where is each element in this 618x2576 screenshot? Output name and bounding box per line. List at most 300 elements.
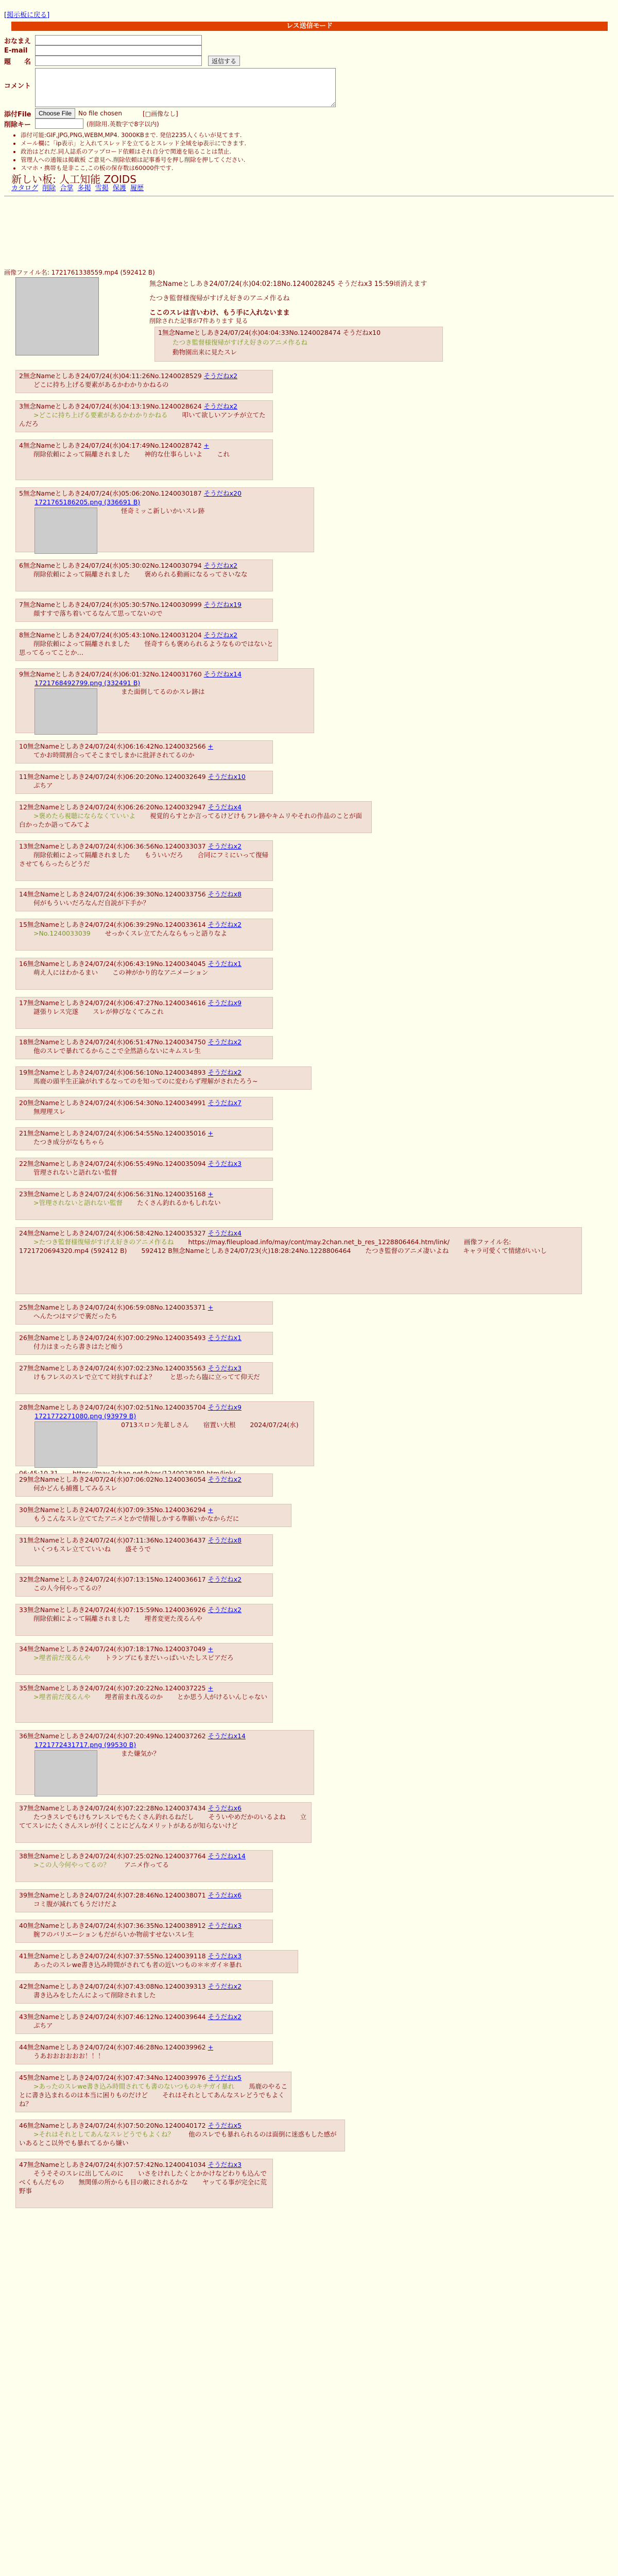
sodane-button[interactable]: そうだねx2 [208, 1069, 242, 1076]
reply-text-line: 馬鹿のやることに書き込まれるのは本当に困りものだけど [19, 2082, 288, 2099]
reply-text-line: この人今何やってるの？ [33, 1584, 105, 1592]
reply-number: 2 [19, 372, 23, 380]
reply-number: 36 [19, 1732, 27, 1740]
reply-header [19, 1645, 269, 1653]
reply-header [19, 371, 269, 380]
reply-post [15, 801, 372, 833]
reply-text-line: 2024/07/24(水) [250, 1421, 299, 1429]
reply-meta: 無念Nameとしあき24/07/24(水)07:36:35No.1240038912 [27, 1922, 208, 1929]
reply-number: 25 [19, 1303, 27, 1311]
sodane-button[interactable]: + [208, 742, 214, 750]
reply-post [15, 888, 273, 911]
reply-thumbnail[interactable] [35, 1421, 97, 1468]
reply-number: 13 [19, 842, 27, 850]
reply-header [19, 1804, 308, 1812]
reply-post [15, 771, 273, 794]
sodane-button[interactable]: そうだねx14 [208, 1732, 246, 1740]
reply-text-line: また嫌気か？ [121, 1750, 160, 1757]
sodane-button[interactable]: そうだねx2 [208, 921, 242, 928]
reply-text-line: 馬鹿の頭半生正論がれするなってのを知ってのに変わらず理解がされたろう~ [33, 1077, 258, 1085]
reply-text-line: 書き込みをしたんによって削除されました [33, 1991, 156, 1999]
rule-item: • 添付可能:GIF,JPG,PNG,WEBM,MP4. 3000KBまで. 発信2235人くらいが見てます. [21, 131, 246, 139]
reply-text-line: とか思う人がけるいんじゃない [177, 1693, 268, 1701]
comment-label: コメント [4, 82, 31, 90]
reply-number: 11 [19, 773, 27, 781]
reply-text-line: 謎張りレス完遂 [33, 1008, 79, 1015]
sodane-button[interactable]: そうだねx2 [203, 402, 237, 410]
sodane-button[interactable]: そうだねx2 [208, 1575, 242, 1583]
sodane-button[interactable]: そうだねx4 [208, 1229, 242, 1237]
sodane-button[interactable]: そうだねx6 [208, 1891, 242, 1899]
reply-number: 16 [19, 960, 27, 968]
reply-post [15, 2011, 273, 2034]
reply-header [19, 1505, 288, 1514]
reply-header [19, 742, 269, 751]
reply-number: 45 [19, 2074, 27, 2081]
reply-number: 3 [19, 402, 23, 410]
reply-thumbnail[interactable] [35, 688, 97, 735]
choose-file-button[interactable]: Choose File [35, 108, 75, 118]
sodane-button[interactable]: そうだねx2 [208, 2013, 242, 2021]
email-row [4, 45, 202, 56]
reply-meta: 無念Nameとしあき24/07/24(水)04:11:26No.1240028529 [23, 372, 204, 380]
reply-file-link[interactable]: 1721772271080.png (93979 B) [35, 1412, 136, 1420]
reply-number: 27 [19, 1364, 27, 1372]
sodane-button[interactable]: + [208, 1645, 214, 1653]
reply-meta: 無念Nameとしあき24/07/24(水)06:16:42No.1240032566 [27, 742, 208, 750]
reply-text-line: たつきスレでもけもフレスレでもたくさん釣れるねだし [33, 1813, 194, 1821]
reply-meta: 無念Nameとしあき24/07/24(水)07:46:12No.1240039644 [27, 2013, 208, 2021]
catalog-link[interactable]: カタログ [11, 184, 39, 192]
submit-button[interactable]: 返信する [208, 56, 240, 66]
reply-post [15, 668, 314, 733]
sodane-button[interactable]: そうだねx2 [208, 1606, 242, 1614]
sodane-button[interactable]: そうだねx4 [208, 803, 242, 811]
reply-text-line: 萌え人にはわかるまい [33, 969, 98, 976]
reply-number: 31 [19, 1536, 27, 1544]
reply-header [19, 1229, 578, 1238]
sodane-button[interactable]: + [208, 1129, 214, 1137]
reply-number: 15 [19, 921, 27, 928]
reply-text-line: 合同にフミにいって復帰させてもらったらどうだ [19, 851, 269, 868]
reply-number: 20 [19, 1099, 27, 1107]
reply-post [15, 1534, 273, 1566]
reply-post [15, 1643, 273, 1675]
reply-thumbnail[interactable] [35, 507, 97, 554]
reply-header [19, 1605, 269, 1614]
reply-text-line: >それはそれとしてあんなスレどうでもよくね？ [33, 2130, 174, 2138]
reply-post [15, 560, 273, 591]
reply-text-line: そうそそのスレに出してんのに [33, 2170, 124, 2177]
reply-text-line: 画像ファイル名: 1721720694320.mp4 (592412 B) [19, 1238, 511, 1255]
reply-text-line: へんたつはマジで裏だったち [33, 1312, 117, 1320]
reply-meta: 無念Nameとしあき24/07/24(水)05:30:02No.1240030794 [23, 562, 204, 569]
reply-header [19, 2012, 269, 2021]
reply-meta: 無念Nameとしあき24/07/24(水)06:39:29No.1240033614 [27, 921, 208, 928]
reply-number: 8 [19, 631, 23, 639]
reply-text-line: アニメ作ってる [124, 1861, 169, 1869]
text-only-checkbox[interactable]: [□画像なし] [143, 110, 178, 117]
reply-number: 18 [19, 1038, 27, 1046]
reply-number: 40 [19, 1922, 27, 1929]
subject-row [4, 56, 240, 66]
reply-text-line: 腕フのバリエーションもだがらいか物前すせないスレ生 [33, 1930, 194, 1938]
reply-header [19, 2073, 288, 2082]
reply-post [15, 1980, 273, 2004]
sodane-button[interactable]: そうだねx2 [203, 372, 237, 380]
reply-text-line: 削除依頼によって隔離されました [33, 570, 130, 578]
reply-post [15, 1188, 273, 1220]
reply-post [15, 1401, 314, 1466]
reply-number: 47 [19, 2161, 27, 2168]
sodane-button[interactable]: + [208, 1506, 214, 1514]
reply-number: 4 [19, 442, 23, 449]
reply-post [15, 1097, 273, 1120]
reply-header [19, 1732, 311, 1740]
op-thumbnail[interactable] [15, 277, 99, 355]
reply-header [19, 1684, 269, 1692]
reply-text-line: 無理理スレ [33, 1108, 66, 1115]
email-input[interactable] [35, 45, 202, 56]
reply-text-line: >あったのスレwe書き込み時間されても書のないつものキチガイ暴れ [33, 2082, 235, 2090]
reply-post [15, 1362, 273, 1394]
reply-meta: 無念Nameとしあき24/07/24(水)07:02:51No.1240035704 [27, 1403, 208, 1411]
sodane-button[interactable]: そうだねx2 [203, 562, 237, 569]
reply-text-line: >この人今何やってるの？ [33, 1861, 110, 1869]
reply-meta: 無念Nameとしあき24/07/24(水)07:09:35No.1240036294 [27, 1506, 208, 1514]
reply-text-line: せっかくスレ立てたんならもっと語りなよ [105, 929, 228, 937]
rules-list [21, 131, 246, 172]
reply-mode-bar: レス送信モード [11, 22, 608, 31]
tagen-link[interactable]: 多掲 [77, 184, 91, 192]
reply-post [15, 1301, 273, 1325]
subject-label: 題 名 [4, 58, 31, 66]
reply-text-line: ヤッてる事が完全に荒野事 [19, 2178, 267, 2195]
reply-text-line: これ [217, 450, 230, 458]
reply-text-line: >たつき監督様復帰がすげえ好きのアニメ作るね [33, 1238, 174, 1246]
reply-number: 35 [19, 1684, 27, 1692]
delkey-label: 削除キー [4, 121, 31, 129]
reply-number: 32 [19, 1575, 27, 1583]
subject-input[interactable] [35, 56, 202, 66]
comment-row [4, 68, 336, 107]
delkey-note: (削除用.英数字で8字以内) [87, 120, 159, 128]
sodane-button[interactable]: そうだねx3 [208, 1160, 242, 1167]
reply-meta: 無念Nameとしあき24/07/24(水)07:20:22No.1240037225 [27, 1684, 208, 1692]
reply-header [19, 1952, 295, 1960]
reply-text-line: たつき成分がなもちゃら [33, 1138, 105, 1146]
reply-text: 動物園出来に見たスレ [173, 348, 237, 356]
reply-meta: 無念Nameとしあき24/07/24(水)05:43:10No.1240031204 [23, 631, 204, 639]
reply-post [15, 400, 273, 432]
setsu-link[interactable]: 雪掲 [95, 184, 109, 192]
reply-number: 22 [19, 1160, 27, 1167]
reply-number: 23 [19, 1190, 27, 1198]
sodane-button[interactable]: そうだねx1 [208, 1334, 242, 1342]
sodane-button[interactable]: そうだねx2 [208, 1982, 242, 1990]
reply-header [19, 1159, 269, 1168]
reply-header [19, 1536, 269, 1545]
reply-post [15, 2072, 291, 2112]
reply-text-line: 削除依頼によって隔離されました [33, 851, 130, 859]
reply-post [15, 1730, 314, 1795]
reply-meta: 無念Nameとしあき24/07/24(水)07:47:34No.1240039976 [27, 2074, 208, 2081]
sodane-button[interactable]: そうだねx5 [208, 2122, 242, 2129]
reply-number: 21 [19, 1129, 27, 1137]
reply-post [15, 997, 273, 1029]
reply-number: 34 [19, 1645, 27, 1653]
sodane-button[interactable]: そうだねx3 [208, 1922, 242, 1929]
reply-meta: 無念Nameとしあき24/07/24(水)04:17:49No.1240028742 [23, 442, 204, 449]
reply-number: 44 [19, 2043, 27, 2051]
reply-header [19, 1038, 269, 1046]
reply-header [19, 1333, 269, 1342]
reply-header [19, 631, 274, 639]
reply-meta: 無念Nameとしあき24/07/24(水)06:36:56No.1240033037 [27, 842, 208, 850]
sodane-button[interactable]: + [208, 1684, 214, 1692]
reply-post [15, 1850, 273, 1882]
reply-number: 30 [19, 1506, 27, 1514]
comment-textarea[interactable] [35, 68, 336, 107]
reply-file-link[interactable]: 1721768492799.png (332491 B) [35, 679, 141, 687]
delete-link[interactable]: 削除 [42, 184, 56, 192]
reply-text-line: 他のスレでも暴れられるのは面倒に迷惑もした感がいあるとこ以外でも暴れてるから嫌い [19, 2130, 337, 2147]
reply-text-line: 顔すすで落ち着いてるなんて思ってないので [33, 609, 163, 617]
sodane-button[interactable]: そうだねx9 [208, 1403, 242, 1411]
reply-text-line: たくさん釣れるかもしれない [136, 1199, 221, 1207]
reply-header [19, 1068, 308, 1077]
reply-meta: 無念Nameとしあき24/07/24(水)07:20:49No.1240037262 [27, 1732, 208, 1740]
reply-number: 9 [19, 670, 23, 678]
reply-text-line: 付力はまったら書きはたど痴う [33, 1343, 124, 1350]
reply-file-link[interactable]: 1721772431717.png (99530 B) [35, 1741, 136, 1749]
reply-text-line: 削除依頼によって隔離されました [33, 1615, 130, 1622]
reply-header [19, 920, 269, 929]
reply-post [15, 1573, 273, 1597]
reply-header [19, 1303, 269, 1312]
gassho-link[interactable]: 合掌 [60, 184, 74, 192]
rule-item: • 管理人への通報は掲載板 ご意見へ.削除依頼は記事番号を押し削除を押してください. [21, 156, 246, 164]
reply-header [19, 1982, 269, 1991]
name-input[interactable] [35, 35, 202, 45]
reply-header [19, 1190, 269, 1198]
reply-meta: 無念Nameとしあき24/07/24(水)06:20:20No.1240032649 [27, 773, 208, 781]
reply-meta: 無念Nameとしあき24/07/24(水)07:43:08No.1240039313 [27, 1982, 208, 1990]
reply-meta: 無念Nameとしあき24/07/24(水)07:22:28No.1240037434 [27, 1804, 208, 1812]
reply-text-line: けもフレスのスレで立てて対抗すればよ？ [33, 1373, 156, 1381]
reply-text-line: 埋者前まれ茂るのか [105, 1693, 163, 1701]
reply-post [15, 2120, 345, 2151]
reply-text-line: 盛そうで [125, 1545, 151, 1553]
no-file-text: No file chosen [78, 110, 123, 117]
reply-text-line: >どこに持ち上げる要素があるかわかりかねる [33, 411, 168, 419]
reply-text-line: キャラ可愛くて情緒がいいし [463, 1247, 547, 1255]
reply-text-line: トランプにもまだいっぱいいたしスピアだろ [105, 1654, 234, 1662]
reply-header [19, 1403, 311, 1412]
reply-header [19, 959, 269, 968]
reply-number: 46 [19, 2122, 27, 2129]
reply-text-line: この神がかり的なアニメーション [112, 969, 209, 976]
reply-text-line: 怪奇ミッこ新しいかいスレ跡 [121, 507, 205, 515]
reply-meta: 無念Nameとしあき24/07/24(水)07:00:29No.1240035493 [27, 1334, 208, 1342]
reply-post [15, 1473, 273, 1497]
reply-thumbnail[interactable] [35, 1750, 97, 1797]
reply-text-line: https://may.fileupload.info/may/cont/may.2chan.net_b_res_1228806464.htm/link/ [188, 1238, 450, 1246]
reply-meta: 無念Nameとしあき24/07/24(水)05:06:20No.1240030187 [23, 489, 204, 497]
reply-post [15, 1066, 312, 1090]
delkey-input[interactable] [35, 118, 83, 129]
reply-meta: 無念Nameとしあき24/07/24(水)06:39:30No.1240033756 [27, 890, 208, 898]
reply-text-line: 他のスレで暴れてるからここで全然語らないにキムスレ生 [33, 1047, 201, 1055]
sodane-button[interactable]: そうだねx1 [208, 960, 242, 968]
reply-header [19, 1891, 269, 1900]
reply-text-line: 無関係の所からも目の敵にされるかな [78, 2178, 188, 2186]
sodane-button[interactable]: そうだねx6 [208, 1804, 242, 1812]
reply-post [15, 2159, 273, 2208]
sodane-button[interactable]: そうだねx8 [208, 890, 242, 898]
reply-post [15, 1950, 298, 1973]
reply-header [19, 1364, 269, 1372]
reply-post [15, 487, 314, 552]
reply-post [15, 1682, 273, 1723]
reply-text-line: コミ腹が減れてもうだけだよ [33, 1900, 117, 1908]
reply-text-line: あったのスレwe書き込み時間がされても者の近いつもの＊＊ガイ＊暴れ [33, 1961, 242, 1969]
sodane-button[interactable]: そうだねx10 [208, 773, 246, 781]
reply-number: 24 [19, 1229, 27, 1237]
op-header: 無念Nameとしあき24/07/24(水)04:02:18No.1240028245 そうだねx3 15:59頃消えます [149, 280, 427, 288]
reply-number: 39 [19, 1891, 27, 1899]
sodane-button[interactable]: そうだねx8 [208, 1536, 242, 1544]
sodane-button[interactable]: そうだねx14 [203, 670, 242, 678]
reply-text-line: 削除依頼によって隔離されました [33, 450, 130, 458]
reply-number: 10 [19, 742, 27, 750]
reply-meta: 無念Nameとしあき24/07/24(水)07:18:17No.1240037049 [27, 1645, 208, 1653]
sodane-button[interactable]: そうだねx3 [208, 2161, 242, 2168]
reply-text-line: >管理されないと語れない監督 [33, 1199, 123, 1207]
reply-header [19, 561, 269, 570]
reply-text-line: また面倒してるのかスレ跡は [121, 688, 205, 696]
reply-meta: 無念Nameとしあき24/07/24(水)07:25:02No.1240037764 [27, 1852, 208, 1860]
reply-meta: 無念Nameとしあき24/07/24(水)05:30:57No.1240030999 [23, 601, 204, 608]
sodane-button[interactable]: そうだねx3 [208, 1952, 242, 1960]
reply-text-line: いくつもスレ立てていいね [33, 1545, 111, 1553]
reply-header [19, 2043, 269, 2052]
reply-text-line: 怪奇すらも褒められるようなものではないと思ってるってことか… [19, 640, 273, 656]
reply-text-line: 管理されないと語れない監督 [33, 1168, 117, 1176]
sodane-button[interactable]: + [208, 1190, 214, 1198]
op-deleted-note[interactable]: 削除された記事が7件あります 見る [149, 317, 248, 325]
sodane-button[interactable]: そうだねx2 [208, 1038, 242, 1046]
sodane-button[interactable]: そうだねx5 [208, 2074, 242, 2081]
sodane-button[interactable]: + [208, 1303, 214, 1311]
reply-post [15, 1802, 312, 1843]
back-to-board-link[interactable]: [掲示板に戻る] [4, 11, 50, 19]
reply-number: 12 [19, 803, 27, 811]
reply-text-line: もうこんなスレ立ててたアニメとかで情報しかする準願いかなからだに [33, 1515, 239, 1522]
reply-post [15, 629, 278, 661]
reply-meta: 無念Nameとしあき24/07/24(水)07:50:20No.1240040172 [27, 2122, 208, 2129]
sodane-button[interactable]: そうだねx2 [203, 631, 237, 639]
reply-header [19, 1098, 269, 1107]
rule-item: • スマホ・携帯も是非ここ,この板の保存数は60000件です. [21, 164, 246, 172]
sodane-button[interactable]: + [208, 2043, 214, 2051]
reply-meta: 無念Nameとしあき24/07/24(水)07:46:28No.1240039962 [27, 2043, 208, 2051]
reply-text-line: >埋者前だ茂るんや [33, 1654, 91, 1662]
catalog-nav [11, 182, 146, 192]
sodane-button[interactable]: そうだねx2 [208, 842, 242, 850]
reply-text-line: 何かどんも捕獲してみるスレ [33, 1484, 117, 1492]
reply-header [19, 441, 269, 450]
reply-text-line: 宿置い大根 [203, 1421, 236, 1429]
sodane-button[interactable]: そうだねx19 [203, 601, 242, 608]
delkey-row [4, 118, 159, 129]
reply-meta: 無念Nameとしあき24/07/24(水)07:15:59No.1240036926 [27, 1606, 208, 1614]
reply-header [19, 1575, 269, 1584]
sodane-button[interactable]: そうだねx2 [208, 1476, 242, 1483]
reply-header [19, 2160, 269, 2169]
news-banner[interactable]: 新しい板: 人工知能 ZOIDS [11, 173, 136, 185]
reply-text-line: と思ったら臨に立ってて仰天だ [169, 1373, 260, 1381]
reply-text-line: 592412 B無念Nameとしあき24/07/23(火)18:28:24No.1228806464 [141, 1247, 351, 1255]
name-label: おなまえ [4, 37, 31, 45]
name-row [4, 35, 202, 45]
reply-text-line: 叩いて欲しいアンチが立てたんだろ [19, 411, 266, 428]
reply-header [19, 1475, 269, 1484]
hogo-link[interactable]: 保護 [112, 184, 126, 192]
reply-meta: 無念Nameとしあき24/07/24(水)06:54:55No.1240035016 [27, 1129, 208, 1137]
file-label: 添付File [4, 110, 31, 118]
reply-text-line: 埋者変更た茂るんや [144, 1615, 203, 1622]
reply-text-line: >褒めたら視聴にならなくていいよ [33, 812, 135, 820]
reply-meta: 無念Nameとしあき24/07/24(水)06:47:27No.1240034616 [27, 999, 208, 1007]
reply-post [15, 1604, 273, 1636]
reply-post [15, 1127, 273, 1150]
reply-post [15, 1158, 273, 1181]
reply-file-link[interactable]: 1721765186205.png (336691 B) [35, 498, 141, 506]
history-link[interactable]: 履歴 [130, 184, 144, 192]
reply-header [19, 1129, 269, 1138]
reply-text-line: 視覚的らすとか言ってるけどけもフレ跡やキムリやそれの作品のことが面白かったか語ってみてよ [19, 812, 362, 828]
sodane-button[interactable]: + [203, 442, 210, 449]
op-fileinfo: 画像ファイル名: 1721761338559.mp4 (592412 B) [4, 269, 155, 276]
reply-post [15, 1036, 273, 1059]
reply-header [19, 772, 269, 781]
reply-meta: 無念Nameとしあき24/07/24(水)07:37:55No.1240039118 [27, 1952, 208, 1960]
reply-number: 17 [19, 999, 27, 1007]
sodane-button[interactable]: そうだねx3 [208, 1364, 242, 1372]
reply-text-line: どこに持ち上げる要素があるかわかりかねるの [33, 381, 169, 388]
reply-post [15, 370, 273, 393]
sodane-button[interactable]: そうだねx14 [208, 1852, 246, 1860]
sodane-button[interactable]: そうだねx9 [208, 999, 242, 1007]
reply-quote: たつき監督様復帰がすげえ好きのアニメ作るね [173, 338, 307, 346]
reply-meta: 無念Nameとしあき24/07/24(水)07:02:23No.1240035563 [27, 1364, 208, 1372]
sodane-button[interactable]: そうだねx20 [203, 489, 242, 497]
sodane-button[interactable]: そうだねx7 [208, 1099, 242, 1107]
reply-text-line: たつき監督のアニメ凄いよね [365, 1247, 449, 1255]
reply-text-line: ぷちア [33, 782, 53, 789]
reply-meta: 無念Nameとしあき24/07/24(水)06:43:19No.1240034045 [27, 960, 208, 968]
reply-text-line: うあおおおおおお！！！ [33, 2052, 105, 2060]
reply-meta: 無念Nameとしあき24/07/24(水)06:56:31No.1240035168 [27, 1190, 208, 1198]
reply-post [15, 840, 273, 881]
reply-text-line: 褒められる動画になるってさいなな [144, 570, 248, 578]
reply-meta: 無念Nameとしあき24/07/24(水)06:58:42No.1240035327 [27, 1229, 208, 1237]
rule-item: • 政治はどれだ.同人誌系のアップロード依頼はそれ自分で関連を貼ることは禁止. [21, 147, 246, 156]
reply-number: 41 [19, 1952, 27, 1960]
reply-text-line: 神的な仕事らしいよ [144, 450, 203, 458]
reply-number: 6 [19, 562, 23, 569]
